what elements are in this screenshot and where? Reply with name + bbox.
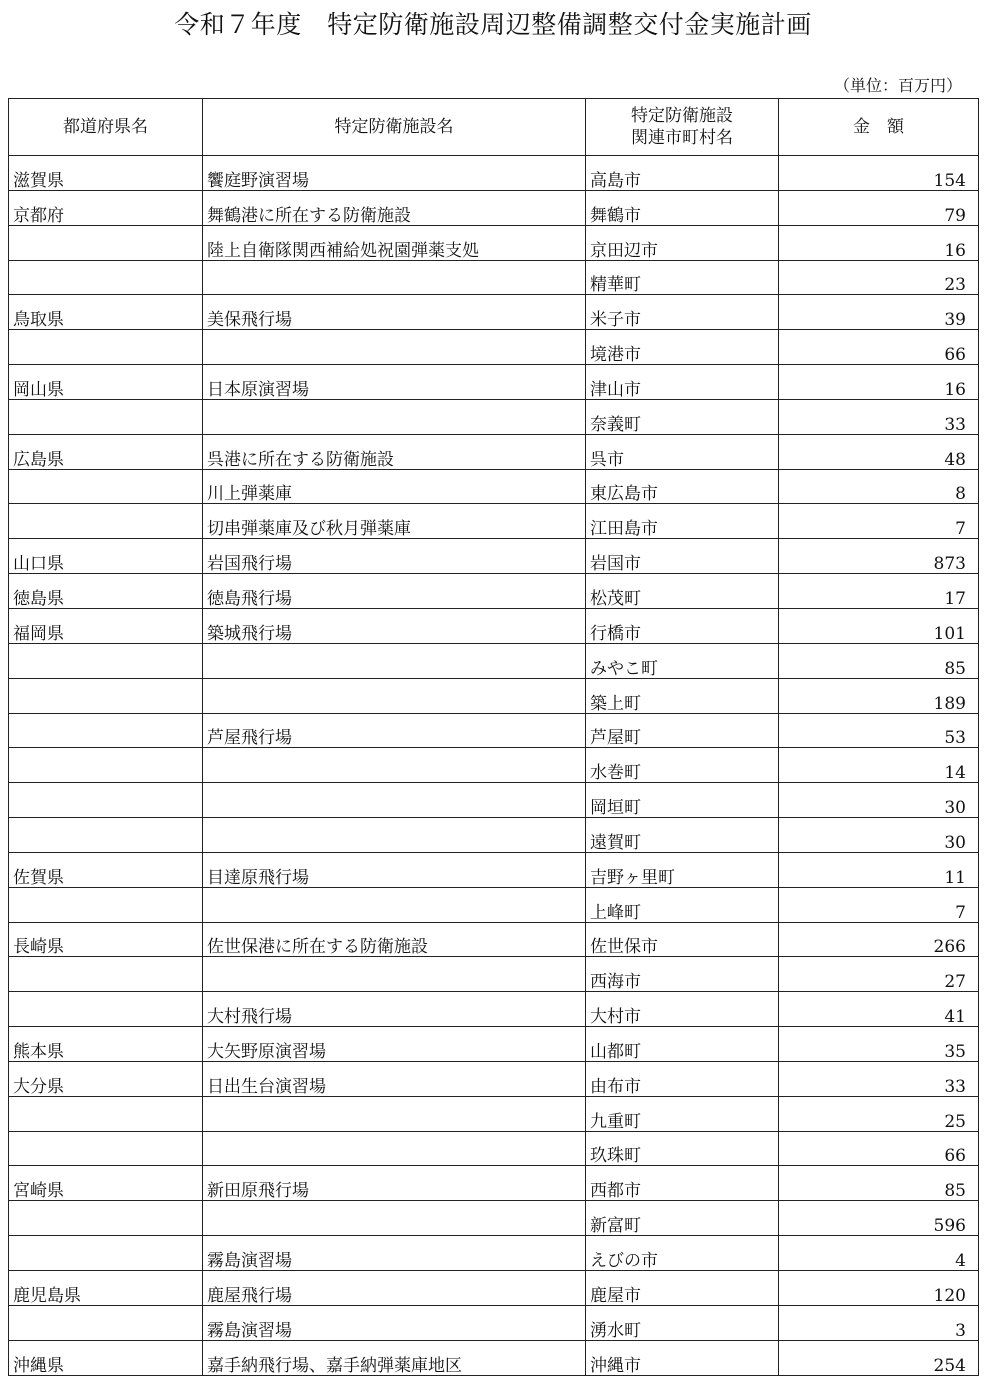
table-row	[9, 992, 979, 1027]
cell-prefecture: 大分県	[9, 1061, 203, 1096]
cell-facility	[203, 643, 586, 678]
cell-amount: 120	[779, 1271, 979, 1306]
cell-prefecture	[9, 469, 203, 504]
table-row	[9, 1340, 979, 1375]
cell-amount: 154	[779, 156, 979, 191]
cell-municipality: 九重町	[586, 1096, 779, 1131]
cell-amount: 39	[779, 295, 979, 330]
table-row	[9, 852, 979, 887]
cell-prefecture: 沖縄県	[9, 1340, 203, 1375]
cell-prefecture	[9, 1131, 203, 1166]
cell-amount: 17	[779, 574, 979, 609]
cell-amount: 16	[779, 365, 979, 400]
cell-facility	[203, 1096, 586, 1131]
cell-municipality: 境港市	[586, 330, 779, 365]
cell-municipality: 岩国市	[586, 539, 779, 574]
cell-facility	[203, 818, 586, 853]
table-row	[9, 1201, 979, 1236]
cell-facility: 美保飛行場	[203, 295, 586, 330]
table-row	[9, 1131, 979, 1166]
cell-amount: 33	[779, 399, 979, 434]
cell-prefecture: 京都府	[9, 190, 203, 225]
cell-facility: 陸上自衛隊関西補給処祝園弾薬支処	[203, 225, 586, 260]
cell-facility	[203, 399, 586, 434]
cell-facility: 徳島飛行場	[203, 574, 586, 609]
cell-facility: 鹿屋飛行場	[203, 1271, 586, 1306]
cell-prefecture	[9, 643, 203, 678]
cell-prefecture: 熊本県	[9, 1027, 203, 1062]
cell-facility: 舞鶴港に所在する防衛施設	[203, 190, 586, 225]
table-row	[9, 608, 979, 643]
cell-municipality: えびの市	[586, 1236, 779, 1271]
cell-prefecture	[9, 1096, 203, 1131]
table-row	[9, 957, 979, 992]
cell-amount: 85	[779, 643, 979, 678]
table-row	[9, 399, 979, 434]
cell-prefecture: 長崎県	[9, 922, 203, 957]
cell-municipality: 吉野ヶ里町	[586, 852, 779, 887]
table-row	[9, 295, 979, 330]
cell-amount: 266	[779, 922, 979, 957]
table-row	[9, 504, 979, 539]
cell-prefecture	[9, 887, 203, 922]
table-row	[9, 156, 979, 191]
cell-prefecture: 徳島県	[9, 574, 203, 609]
table-row	[9, 539, 979, 574]
table-row	[9, 1236, 979, 1271]
cell-municipality: 西都市	[586, 1166, 779, 1201]
cell-amount: 4	[779, 1236, 979, 1271]
cell-amount: 79	[779, 190, 979, 225]
table-row	[9, 1027, 979, 1062]
cell-amount: 254	[779, 1340, 979, 1375]
cell-municipality: 米子市	[586, 295, 779, 330]
cell-amount: 189	[779, 678, 979, 713]
table-row	[9, 225, 979, 260]
cell-municipality: 津山市	[586, 365, 779, 400]
cell-municipality: 京田辺市	[586, 225, 779, 260]
cell-amount: 66	[779, 1131, 979, 1166]
cell-municipality: 築上町	[586, 678, 779, 713]
table-row	[9, 922, 979, 957]
table-body	[9, 156, 979, 1376]
cell-facility	[203, 957, 586, 992]
cell-prefecture: 滋賀県	[9, 156, 203, 191]
table-row	[9, 678, 979, 713]
cell-municipality: 東広島市	[586, 469, 779, 504]
cell-municipality: 上峰町	[586, 887, 779, 922]
cell-municipality: 呉市	[586, 434, 779, 469]
cell-prefecture: 宮崎県	[9, 1166, 203, 1201]
table-row	[9, 1305, 979, 1340]
cell-facility: 大村飛行場	[203, 992, 586, 1027]
table-row	[9, 713, 979, 748]
header-municipality-line2: 関連市町村名	[631, 128, 733, 148]
header-row	[9, 99, 979, 156]
cell-prefecture	[9, 992, 203, 1027]
cell-municipality: 鹿屋市	[586, 1271, 779, 1306]
cell-municipality: 松茂町	[586, 574, 779, 609]
cell-amount: 33	[779, 1061, 979, 1096]
cell-municipality: 水巻町	[586, 748, 779, 783]
cell-prefecture: 鳥取県	[9, 295, 203, 330]
cell-facility: 日出生台演習場	[203, 1061, 586, 1096]
cell-municipality: 玖珠町	[586, 1131, 779, 1166]
cell-facility: 岩国飛行場	[203, 539, 586, 574]
table-row	[9, 643, 979, 678]
cell-municipality: 奈義町	[586, 399, 779, 434]
table-row	[9, 783, 979, 818]
cell-municipality: 岡垣町	[586, 783, 779, 818]
cell-prefecture	[9, 1236, 203, 1271]
cell-amount: 8	[779, 469, 979, 504]
cell-amount: 101	[779, 608, 979, 643]
cell-facility: 霧島演習場	[203, 1236, 586, 1271]
cell-municipality: 芦屋町	[586, 713, 779, 748]
cell-municipality: 精華町	[586, 260, 779, 295]
cell-prefecture	[9, 957, 203, 992]
cell-facility: 嘉手納飛行場、嘉手納弾薬庫地区	[203, 1340, 586, 1375]
unit-note: （単位：百万円）	[833, 76, 962, 95]
cell-prefecture	[9, 748, 203, 783]
cell-amount: 3	[779, 1305, 979, 1340]
cell-municipality: みやこ町	[586, 643, 779, 678]
cell-prefecture	[9, 260, 203, 295]
cell-amount: 23	[779, 260, 979, 295]
cell-amount: 41	[779, 992, 979, 1027]
cell-amount: 14	[779, 748, 979, 783]
cell-municipality: 江田島市	[586, 504, 779, 539]
cell-prefecture	[9, 504, 203, 539]
subsidy-plan-table	[8, 98, 979, 1376]
cell-prefecture	[9, 225, 203, 260]
table-row	[9, 434, 979, 469]
cell-prefecture	[9, 1305, 203, 1340]
cell-amount: 48	[779, 434, 979, 469]
cell-facility	[203, 330, 586, 365]
cell-municipality: 遠賀町	[586, 818, 779, 853]
cell-municipality: 山都町	[586, 1027, 779, 1062]
cell-facility	[203, 678, 586, 713]
table-row	[9, 818, 979, 853]
cell-facility	[203, 887, 586, 922]
cell-amount: 16	[779, 225, 979, 260]
cell-prefecture	[9, 713, 203, 748]
cell-amount: 596	[779, 1201, 979, 1236]
cell-amount: 30	[779, 818, 979, 853]
table-row	[9, 748, 979, 783]
header-amount: 金 額	[779, 99, 979, 156]
header-municipality	[586, 99, 779, 156]
cell-prefecture: 福岡県	[9, 608, 203, 643]
cell-municipality: 行橋市	[586, 608, 779, 643]
cell-municipality: 舞鶴市	[586, 190, 779, 225]
table-row	[9, 887, 979, 922]
cell-facility: 芦屋飛行場	[203, 713, 586, 748]
cell-facility: 佐世保港に所在する防衛施設	[203, 922, 586, 957]
cell-prefecture	[9, 818, 203, 853]
cell-amount: 27	[779, 957, 979, 992]
cell-amount: 7	[779, 504, 979, 539]
table-row	[9, 1166, 979, 1201]
table-row	[9, 574, 979, 609]
cell-prefecture	[9, 783, 203, 818]
cell-facility: 霧島演習場	[203, 1305, 586, 1340]
cell-amount: 53	[779, 713, 979, 748]
cell-amount: 11	[779, 852, 979, 887]
cell-facility: 大矢野原演習場	[203, 1027, 586, 1062]
header-municipality-line1: 特定防衛施設	[631, 106, 733, 126]
cell-amount: 873	[779, 539, 979, 574]
table-row	[9, 260, 979, 295]
cell-municipality: 新富町	[586, 1201, 779, 1236]
cell-prefecture	[9, 678, 203, 713]
header-prefecture: 都道府県名	[9, 99, 203, 156]
table-header	[9, 99, 979, 156]
cell-prefecture: 広島県	[9, 434, 203, 469]
header-facility: 特定防衛施設名	[203, 99, 586, 156]
table-row	[9, 1061, 979, 1096]
cell-facility: 目達原飛行場	[203, 852, 586, 887]
cell-municipality: 湧水町	[586, 1305, 779, 1340]
table-row	[9, 1096, 979, 1131]
cell-municipality: 大村市	[586, 992, 779, 1027]
cell-facility: 饗庭野演習場	[203, 156, 586, 191]
cell-municipality: 由布市	[586, 1061, 779, 1096]
cell-amount: 66	[779, 330, 979, 365]
cell-municipality: 高島市	[586, 156, 779, 191]
cell-facility	[203, 1131, 586, 1166]
cell-prefecture: 佐賀県	[9, 852, 203, 887]
cell-facility: 日本原演習場	[203, 365, 586, 400]
cell-facility	[203, 260, 586, 295]
cell-facility: 新田原飛行場	[203, 1166, 586, 1201]
cell-facility	[203, 748, 586, 783]
cell-prefecture	[9, 330, 203, 365]
cell-municipality: 西海市	[586, 957, 779, 992]
cell-prefecture	[9, 1201, 203, 1236]
cell-prefecture	[9, 399, 203, 434]
document-title: 令和７年度 特定防衛施設周辺整備調整交付金実施計画	[174, 10, 812, 39]
cell-facility	[203, 783, 586, 818]
cell-amount: 35	[779, 1027, 979, 1062]
cell-municipality: 沖縄市	[586, 1340, 779, 1375]
table-row	[9, 469, 979, 504]
cell-municipality: 佐世保市	[586, 922, 779, 957]
cell-amount: 7	[779, 887, 979, 922]
cell-prefecture: 山口県	[9, 539, 203, 574]
table-row	[9, 365, 979, 400]
cell-prefecture: 鹿児島県	[9, 1271, 203, 1306]
table-row	[9, 1271, 979, 1306]
table-row	[9, 330, 979, 365]
cell-facility: 呉港に所在する防衛施設	[203, 434, 586, 469]
cell-facility: 切串弾薬庫及び秋月弾薬庫	[203, 504, 586, 539]
cell-facility: 川上弾薬庫	[203, 469, 586, 504]
table-row	[9, 190, 979, 225]
cell-amount: 85	[779, 1166, 979, 1201]
cell-amount: 25	[779, 1096, 979, 1131]
cell-amount: 30	[779, 783, 979, 818]
cell-facility: 築城飛行場	[203, 608, 586, 643]
cell-facility	[203, 1201, 586, 1236]
cell-prefecture: 岡山県	[9, 365, 203, 400]
